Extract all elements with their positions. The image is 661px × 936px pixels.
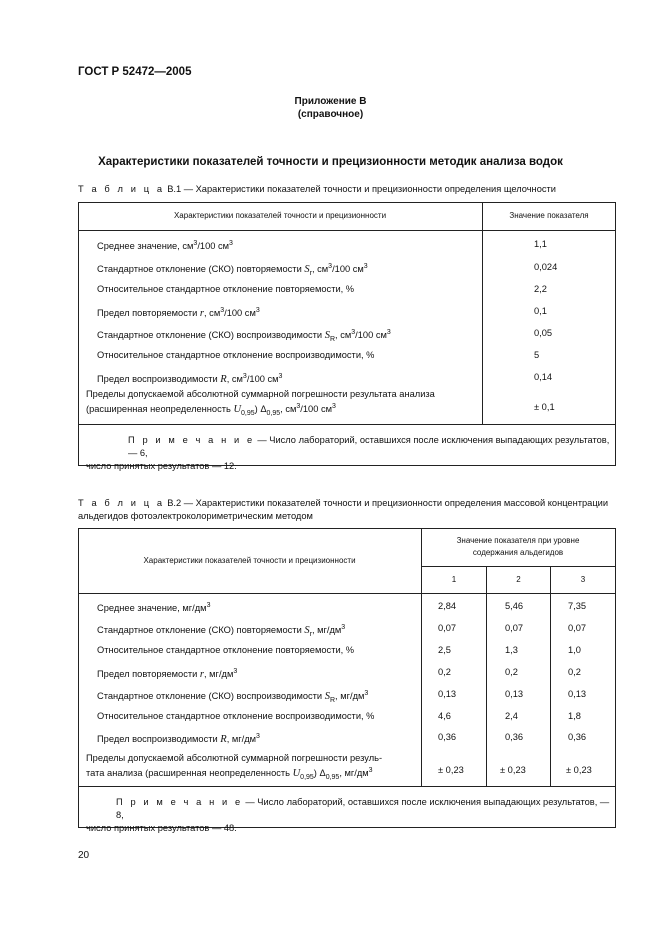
table2-row-5-value-2: 2,4 xyxy=(505,711,518,721)
table2-note-text2: число принятых результатов — 48. xyxy=(86,823,237,833)
table1-row-3-mid: /100 см xyxy=(224,308,256,319)
table2-last-value-2: ± 0,23 xyxy=(500,765,526,775)
table1-row-0-mid: /100 см xyxy=(197,241,230,252)
table1-row-1-value: 0,024 xyxy=(534,262,558,272)
table2-row-5-pre: Относительное стандартное отклонение воспроизводимости, % xyxy=(97,711,375,721)
table1-row-0-sup2: 3 xyxy=(229,240,233,247)
table2-row-4-label xyxy=(97,688,368,707)
table2-row-6-value-1: 0,36 xyxy=(438,732,457,742)
table2-row-2-value-3: 1,0 xyxy=(568,645,581,655)
table1-row-3-post: , см xyxy=(204,308,221,319)
table2-row-5-value-3: 1,8 xyxy=(568,711,581,721)
table2-col-header-characteristics: Характеристики показателей точности и прецизионности xyxy=(143,556,356,565)
table1-note-label: П р и м е ч а н и е xyxy=(128,435,255,445)
table1-row-1-pre: Стандартное отклонение (СКО) повторяемости xyxy=(97,264,305,275)
table2-row-4-value-2: 0,13 xyxy=(505,689,524,699)
table1-col-header-characteristics: Характеристики показателей точности и прецизионности xyxy=(173,211,387,220)
table2-caption xyxy=(78,497,618,523)
table2-row-3-post: , мг/дм xyxy=(204,669,234,680)
table1-row-3-var: r xyxy=(199,308,204,320)
table2-row-4-pre: Стандартное отклонение (СКО) воспроизводимости xyxy=(97,691,325,702)
table2-row-3-value-3: 0,2 xyxy=(568,667,581,677)
table2-level-2: 2 xyxy=(516,575,521,584)
table2-row-3-pre: Предел повторяемости xyxy=(97,669,200,680)
table1-row-0-value: 1,1 xyxy=(534,239,547,249)
table2-row-3-value-1: 0,2 xyxy=(438,667,451,677)
table1-row-5-pre: Относительное стандартное отклонение воспроизводимости, % xyxy=(97,350,375,360)
table1-last-row-line1: Пределы допускаемой абсолютной суммарной погрешности результата анализа xyxy=(86,389,435,399)
table1-row-4-sup2: 3 xyxy=(386,329,391,336)
table1-row-2-label xyxy=(97,283,354,296)
table1-row-3-sup1: 3 xyxy=(220,307,225,314)
table2-row-3-sup1: 3 xyxy=(233,668,238,675)
table1-row-3-value: 0,1 xyxy=(534,306,547,316)
table1-row-4-pre: Стандартное отклонение (СКО) воспроизводимости xyxy=(97,330,325,341)
table2-row-4-post: , мг/дм xyxy=(335,691,365,702)
t1l-sub: 0,95 xyxy=(241,409,255,417)
table2-row-1-value-1: 0,07 xyxy=(438,623,457,633)
table2-row-5-value-1: 4,6 xyxy=(438,711,451,721)
table2-row-6-sup1: 3 xyxy=(256,733,260,740)
table2-row-1-post: , мг/дм xyxy=(311,625,342,636)
table1-row-0-sup1: 3 xyxy=(193,240,198,247)
table1-row-1-mid: /100 см xyxy=(332,264,364,275)
table1-row-5-value: 5 xyxy=(534,350,540,360)
table2-row-4-sub: R xyxy=(329,696,336,704)
t2l-sub2: 0,95 xyxy=(325,773,340,781)
table1-row-2-value: 2,2 xyxy=(534,284,547,294)
table1-last-value: ± 0,1 xyxy=(534,402,555,412)
table2-row-1-pre: Стандартное отклонение (СКО) повторяемости xyxy=(97,625,305,636)
table1-row-3-label xyxy=(97,305,260,321)
table1-row-6-pre: Предел воспроизводимости xyxy=(97,374,221,385)
table1-row-4-mid: /100 см xyxy=(355,330,387,341)
section-title: Характеристики показателей точности и прецизионности методик анализа водок xyxy=(98,156,563,168)
table2-row-0-label xyxy=(97,600,210,615)
t2l-sub: 0,95 xyxy=(300,773,314,781)
table2-row-3-var: r xyxy=(199,669,204,681)
table2-row-2-value-2: 1,3 xyxy=(505,645,518,655)
table2-note xyxy=(86,796,611,835)
table2-last-value-3: ± 0,23 xyxy=(566,765,592,775)
appendix-subtitle: (справочное) xyxy=(297,109,364,120)
t1l-var: U xyxy=(233,403,242,415)
t1l-pre: (расширенная неопределенность xyxy=(86,403,234,414)
table1-row-6-sup1: 3 xyxy=(242,373,247,380)
table1-row-1-sup1: 3 xyxy=(328,263,333,270)
table1-row-4-value: 0,05 xyxy=(534,328,553,338)
table2-row-6-label xyxy=(97,731,260,747)
table1-row-4-post: , см xyxy=(335,330,352,341)
table2-row-6-pre: Предел воспроизводимости xyxy=(97,734,221,745)
table1-row-6-value: 0,14 xyxy=(534,372,553,382)
table2-row-1-label xyxy=(97,622,345,641)
table1-note-text: — Число лабораторий, оставшихся после исключения выпадающих результатов, — 6, xyxy=(128,435,610,458)
table2-row-0-sup1: 3 xyxy=(206,602,211,609)
table2-row-6-var: R xyxy=(220,734,227,746)
table2-note-label: П р и м е ч а н и е xyxy=(116,797,243,807)
table2-row-1-value-2: 0,07 xyxy=(505,623,524,633)
t1l-sup1: 3 xyxy=(296,402,301,410)
table2-row-3-label xyxy=(97,666,237,682)
table1-last-row-line2 xyxy=(86,401,482,420)
table2-row-1-value-3: 0,07 xyxy=(568,623,587,633)
table1-row-3-sup2: 3 xyxy=(255,307,260,314)
table1-row-4-sup1: 3 xyxy=(351,329,356,336)
t2l-sup1: 3 xyxy=(368,766,373,774)
document-standard: ГОСТ Р 52472—2005 xyxy=(78,66,192,78)
t2l-post: , мг/дм xyxy=(339,767,369,778)
table1-row-4-var: S xyxy=(324,330,330,342)
table2-row-4-sup1: 3 xyxy=(364,690,369,697)
table2-row-label xyxy=(86,752,422,784)
table2-last-row-line2 xyxy=(86,765,422,784)
table1-row-1-post: , см xyxy=(311,264,329,275)
table2-level-3: 3 xyxy=(580,575,586,584)
table2-row-1-sub: r xyxy=(309,630,312,638)
table2-last-row-line1: Пределы допускаемой абсолютной суммарной погрешности резуль- xyxy=(86,753,383,763)
table1-row-6-sup2: 3 xyxy=(278,373,283,380)
table1-row-6-var: R xyxy=(220,374,227,386)
table2-level-1: 1 xyxy=(451,575,457,584)
table2-row-1-sup1: 3 xyxy=(341,624,346,631)
table2-row-1-var: S xyxy=(304,625,310,637)
table1 xyxy=(78,202,616,471)
appendix-title: Приложение В xyxy=(294,96,367,107)
table2-row-0-value-1: 2,84 xyxy=(438,601,457,611)
table1-row-4-label xyxy=(97,327,391,346)
t1l-sup2: 3 xyxy=(332,402,336,410)
table1-row-4-sub: R xyxy=(329,335,336,343)
table1-row-1-var: S xyxy=(304,264,310,276)
t2l-var: U xyxy=(292,767,301,779)
table2-col-header-group: Значение показателя при уровне содержания альдегидов xyxy=(456,536,580,557)
table1-row-label xyxy=(86,388,482,420)
t1l-sub2: 0,95 xyxy=(266,409,281,417)
table1-row-1-sub: r xyxy=(309,269,312,277)
table2-row-4-value-3: 0,13 xyxy=(568,689,587,699)
table1-row-5-label xyxy=(97,349,374,362)
table1-row-6-label xyxy=(97,371,282,387)
table2-row-3-value-2: 0,2 xyxy=(505,667,518,677)
table1-note-text2: число принятых результатов — 12. xyxy=(86,461,237,471)
table1-row-6-post: , см xyxy=(226,374,243,385)
table1-row-1-label xyxy=(97,261,368,280)
table2-note-text: — Число лабораторий, оставшихся после исключения выпадающих результатов, — 8, xyxy=(116,797,610,820)
table1-note xyxy=(86,434,611,473)
table1-row-1-sup2: 3 xyxy=(363,263,368,270)
table2-row-4-value-1: 0,13 xyxy=(438,689,457,699)
t1l-post: , см xyxy=(280,403,297,414)
t2l-delta: ) Δ xyxy=(313,767,326,778)
table1-row-2-pre: Относительное стандартное отклонение повторяемости, % xyxy=(97,284,355,294)
table2-row-0-value-3: 7,35 xyxy=(568,601,587,611)
table2-caption-text2: альдегидов фотоэлектроколориметрическим методом xyxy=(78,511,313,521)
table2-row-2-label xyxy=(97,644,354,657)
table2-row-0-value-2: 5,46 xyxy=(505,601,524,611)
table1-caption-text: В.1 — Характеристики показателей точности и прецизионности определения щелочности xyxy=(167,184,556,194)
table1-row-6-mid: /100 см xyxy=(246,374,279,385)
t1l-mid: /100 см xyxy=(300,403,333,414)
table2-row-6-value-2: 0,36 xyxy=(505,732,524,742)
table2-row-6-value-3: 0,36 xyxy=(568,732,587,742)
t2l-pre: тата анализа (расширенная неопределенность xyxy=(86,767,293,778)
table2-label: Т а б л и ц а xyxy=(78,498,165,508)
table1-row-3-pre: Предел повторяемости xyxy=(97,308,200,319)
table2-row-2-pre: Относительное стандартное отклонение повторяемости, % xyxy=(97,645,355,655)
table2-row-0-pre: Среднее значение, мг/дм xyxy=(97,603,207,614)
page-number: 20 xyxy=(78,850,90,861)
table1-label: Т а б л и ц а xyxy=(78,184,165,194)
table1-caption xyxy=(78,183,618,196)
table2-last-value-1: ± 0,23 xyxy=(438,765,464,775)
table1-row-0-pre: Среднее значение, см xyxy=(97,241,194,252)
table2-caption-text: В.2 — Характеристики показателей точности и прецизионности определения массовой концентрации xyxy=(167,498,609,508)
table1-row-0-label xyxy=(97,238,233,253)
table2 xyxy=(78,528,616,833)
t1l-delta: ) Δ xyxy=(254,403,267,414)
table2-row-6-post: , мг/дм xyxy=(226,734,257,745)
table2-row-5-label xyxy=(97,710,374,723)
table1-col-header-value: Значение показателя xyxy=(509,211,589,220)
table2-row-4-var: S xyxy=(324,691,330,703)
table2-row-2-value-1: 2,5 xyxy=(438,645,451,655)
